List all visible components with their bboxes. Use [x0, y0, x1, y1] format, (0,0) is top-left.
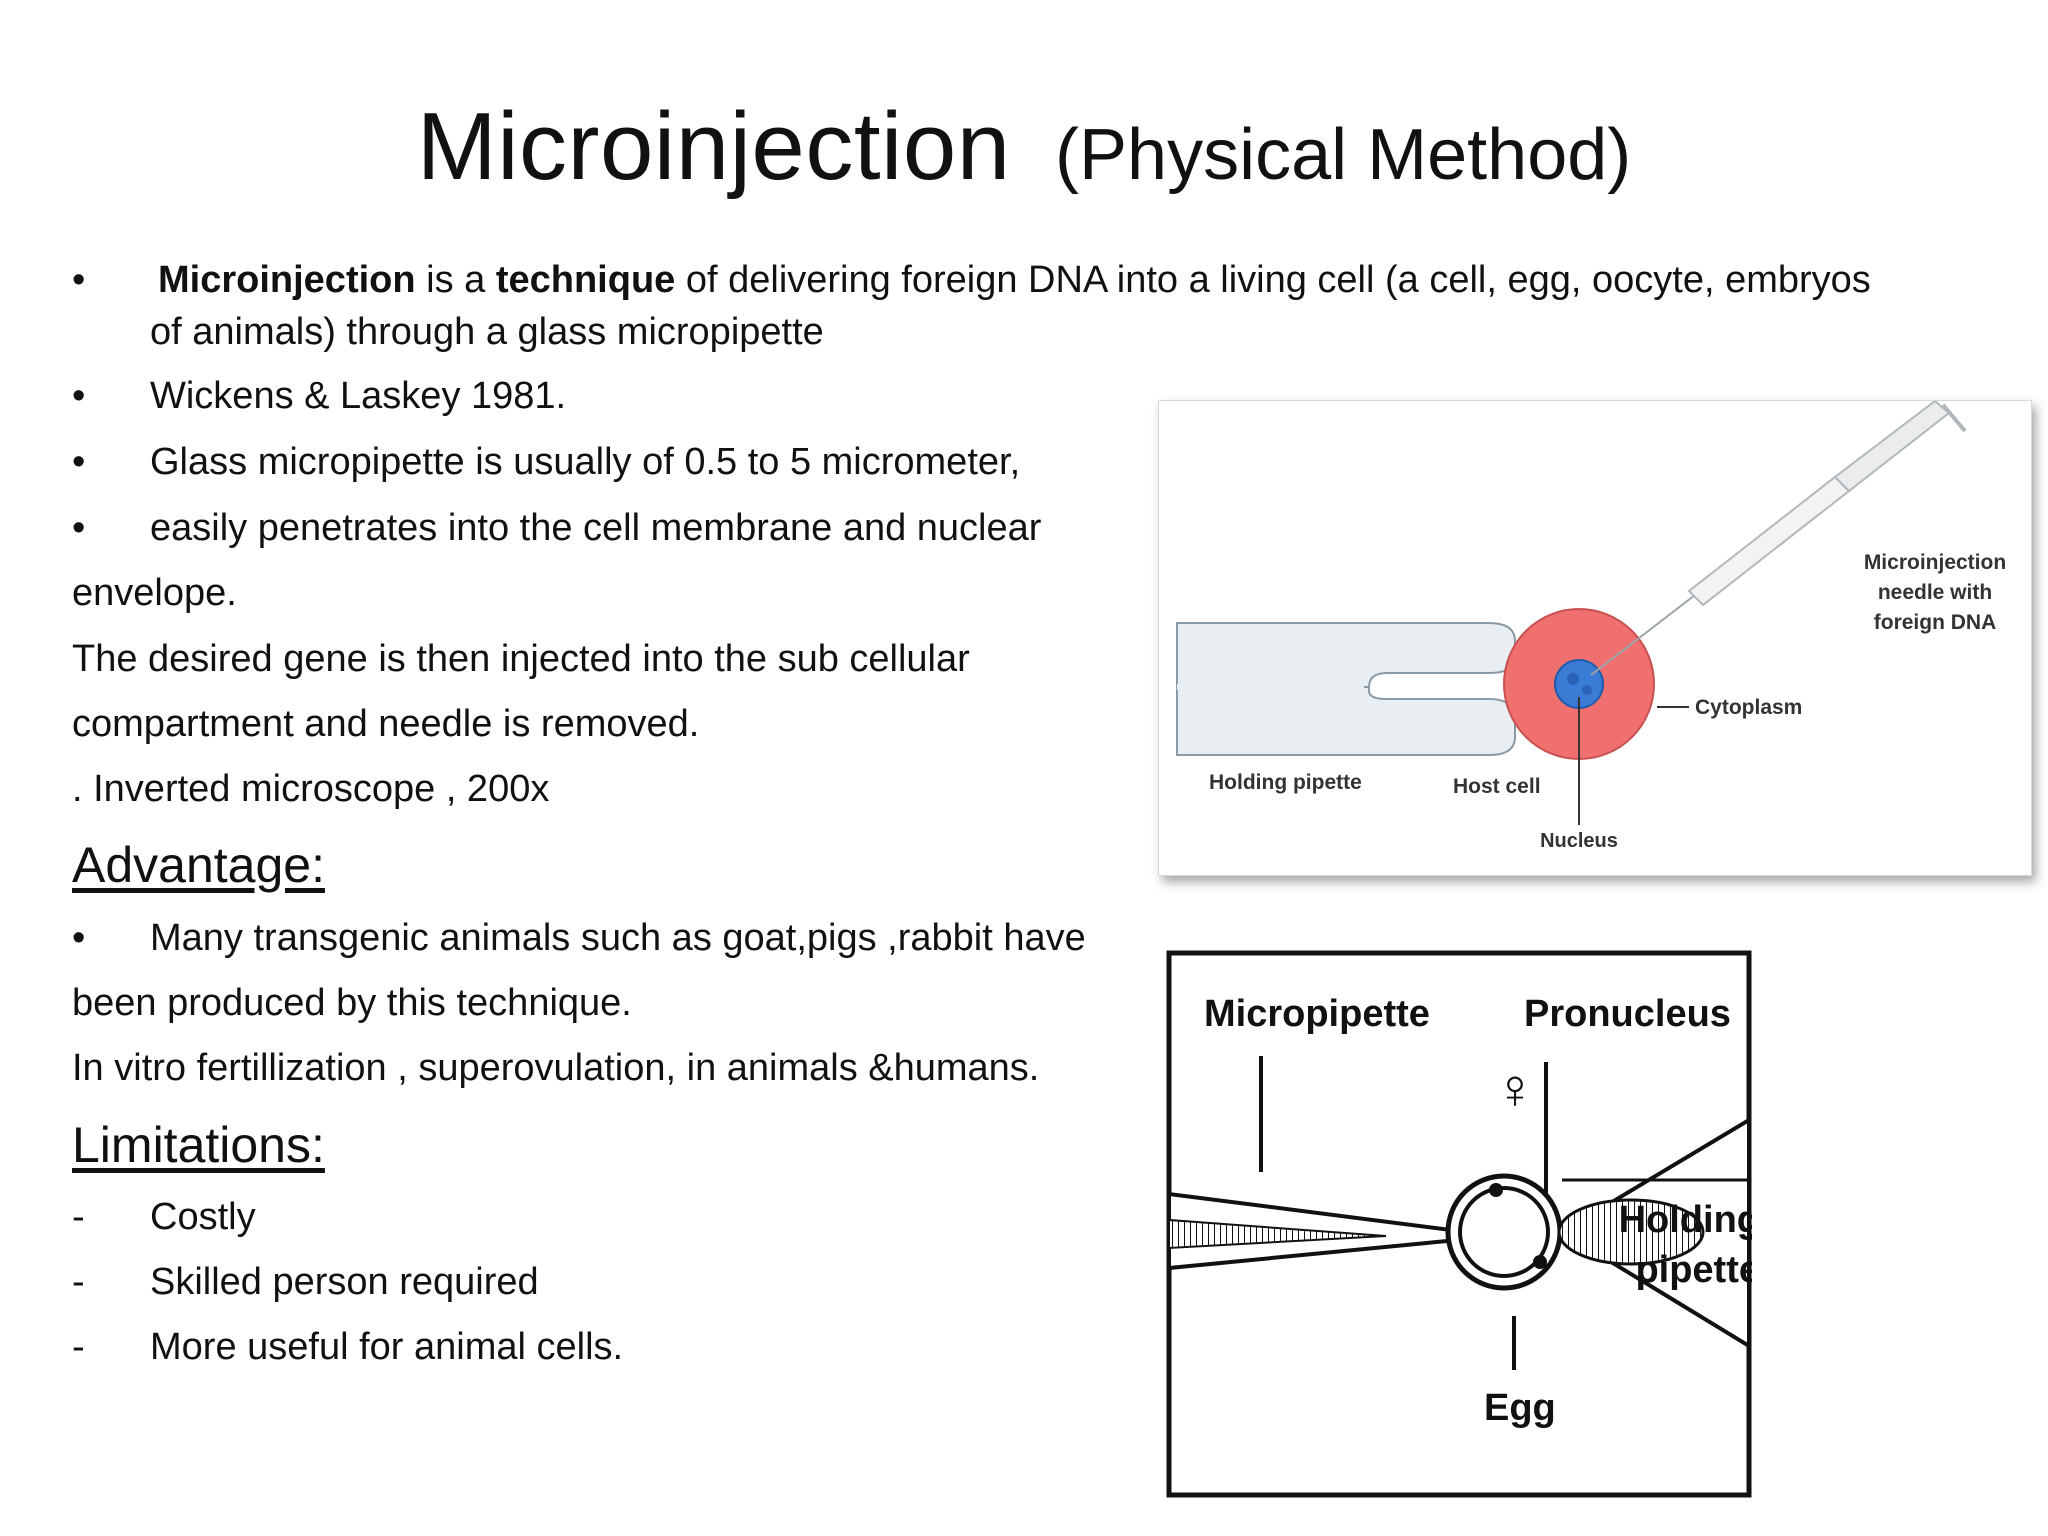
bullet-marker: •: [72, 375, 86, 417]
text-desired-gene: The desired gene is then injected into the sub cellular: [72, 638, 970, 680]
label-needle-3: foreign DNA: [1873, 611, 1997, 634]
label-holding-1: Holding: [1618, 1199, 1752, 1241]
label-needle-2: needle with: [1877, 581, 1993, 604]
advantage-line-1: Many transgenic animals such as goat,pigs ,rabbit have: [150, 917, 1086, 959]
bullet-marker: •: [72, 507, 86, 549]
advantage-line-2: been produced by this technique.: [72, 982, 632, 1024]
limitation-costly: Costly: [150, 1196, 256, 1238]
label-cytoplasm: Cytoplasm: [1695, 696, 1803, 719]
microinjection-diagram: [1158, 400, 2032, 876]
holding-pipette-upper: [1177, 623, 1515, 687]
pronucleus-dot: [1489, 1183, 1503, 1197]
label-holding-pipette: Holding pipette: [1209, 771, 1362, 794]
term-microinjection: Microinjection: [158, 259, 416, 301]
bullet-marker: •: [72, 259, 86, 301]
label-micropipette: Micropipette: [1204, 993, 1430, 1035]
bullet-marker: •: [72, 441, 86, 483]
point-penetrates: easily penetrates into the cell membrane and nuclear: [150, 507, 1042, 549]
term-technique: technique: [495, 259, 676, 301]
dash-marker: -: [72, 1326, 85, 1368]
limitations-heading: Limitations:: [72, 1117, 325, 1173]
bullet-marker: •: [72, 917, 86, 959]
dash-marker: -: [72, 1196, 85, 1238]
limitation-animal-cells: More useful for animal cells.: [150, 1326, 624, 1368]
pronucleus-dot: [1533, 1255, 1547, 1269]
point-wickens: Wickens & Laskey 1981.: [150, 375, 567, 417]
female-symbol: ♀: [1494, 1057, 1536, 1120]
title-main: Microinjection: [416, 93, 1011, 200]
text-envelope: envelope.: [72, 572, 237, 614]
advantage-heading: Advantage:: [72, 837, 325, 893]
label-host-cell: Host cell: [1453, 775, 1541, 798]
intro-line-1: [158, 258, 1871, 302]
label-nucleus: Nucleus: [1540, 830, 1618, 852]
intro-rest: of delivering foreign DNA into a living cell (a cell, egg, oocyte, embryos: [675, 259, 1871, 301]
point-micropipette-size: Glass micropipette is usually of 0.5 to 5 micrometer,: [150, 441, 1021, 483]
label-egg: Egg: [1484, 1387, 1556, 1429]
label-needle-1: Microinjection: [1863, 551, 2007, 574]
text-microscope: . Inverted microscope , 200x: [72, 768, 550, 810]
label-holding-2: pipette: [1635, 1249, 1752, 1291]
title-subtitle: (Physical Method): [1055, 115, 1632, 195]
intro-mid: is a: [415, 259, 496, 301]
needle-body: [1689, 477, 1849, 605]
limitation-skilled: Skilled person required: [150, 1261, 539, 1303]
advantage-line-3: In vitro fertillization , superovulation, in animals &humans.: [72, 1047, 1040, 1089]
dash-marker: -: [72, 1261, 85, 1303]
text-compartment: compartment and needle is removed.: [72, 703, 700, 745]
label-pronucleus: Pronucleus: [1524, 993, 1731, 1035]
slide-title: [0, 92, 2048, 202]
intro-line-2: of animals) through a glass micropipette: [150, 311, 824, 353]
microinjection-diagram-svg: [1159, 401, 2031, 875]
pronuclear-injection-diagram: [1166, 950, 1752, 1498]
holding-pipette-lower: [1177, 687, 1515, 755]
syringe-barrel: [1835, 401, 1949, 491]
pronuclear-injection-svg: [1166, 950, 1752, 1498]
